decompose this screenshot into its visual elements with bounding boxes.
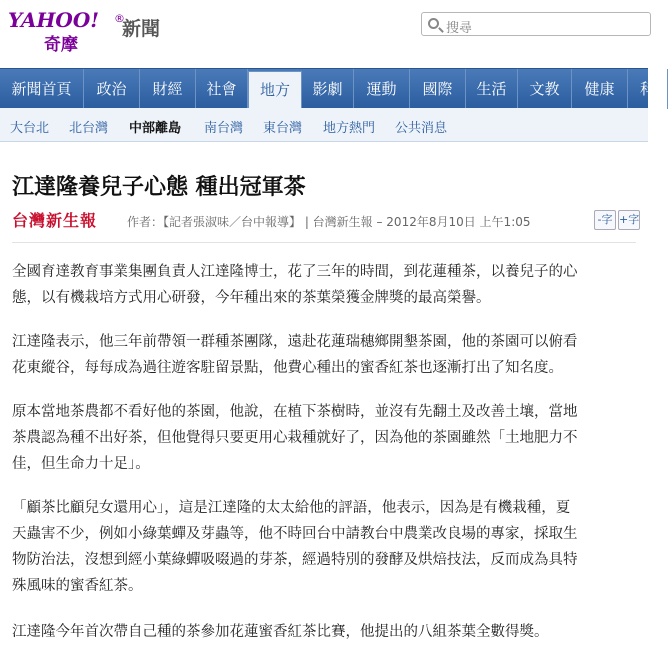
search-icon <box>428 18 439 29</box>
main-nav-item[interactable]: 政治 <box>84 69 140 109</box>
logo-text: YAHOO! <box>8 8 100 32</box>
main-nav-item[interactable]: 影劇 <box>302 69 354 109</box>
sub-nav-item[interactable]: 中部離島 <box>129 121 182 136</box>
font-smaller-button[interactable]: -字 <box>594 210 616 230</box>
site-header <box>0 0 648 64</box>
article-paragraph <box>12 259 636 311</box>
registered-mark: ® <box>114 12 125 25</box>
main-nav-item[interactable]: 生活 <box>466 69 518 109</box>
main-nav-item[interactable]: 國際 <box>410 69 466 109</box>
paragraph-line: 物防治法，沒想到經小葉綠蟬吸啜過的芽茶，經過特別的發酵及烘焙技法，反而成為具特 <box>12 552 578 568</box>
search-input[interactable] <box>421 12 651 36</box>
article-title: 江達隆養兒子心態 種出冠軍茶 <box>12 174 306 200</box>
paragraph-line: 原本當地茶農都不看好他的茶園，他說，在植下茶樹時，並沒有先翻土及改善土壤，當地 <box>12 404 578 420</box>
yahoo-logo[interactable] <box>8 8 128 55</box>
main-nav <box>0 68 655 108</box>
logo-sub-text: 奇摩 <box>44 35 78 55</box>
sub-nav <box>0 108 648 142</box>
sub-nav-item[interactable]: 地方熱門 <box>323 121 376 136</box>
sub-nav-item[interactable]: 公共消息 <box>395 121 448 136</box>
paragraph-line: 佳，但生命力十足」。 <box>12 456 150 472</box>
paragraph-line: 殊風味的蜜香紅茶。 <box>12 578 143 594</box>
sub-nav-item[interactable]: 南台灣 <box>204 121 244 136</box>
paragraph-line: 花東縱谷，每每成為過往遊客駐留景點，他費心種出的蜜香紅茶也逐漸打出了知名度。 <box>12 360 563 376</box>
article-byline: 作者：【記者張淑味／台中報導】 | 台灣新生報 – 2012年8月10日 上午1:05 <box>127 215 531 229</box>
sub-nav-item[interactable]: 大台北 <box>10 121 50 136</box>
paragraph-line: 「顧茶比顧兒女還用心」，這是江達隆的太太給他的評語，他表示，因為是有機栽種，夏 <box>12 500 571 516</box>
divider <box>12 242 636 243</box>
main-nav-item[interactable]: 運動 <box>354 69 410 109</box>
source-logo[interactable]: 台灣新生報 <box>12 211 98 230</box>
main-nav-item[interactable]: 科 <box>628 69 668 109</box>
paragraph-line: 態，以有機栽培方式用心研發，今年種出來的茶葉榮獲金牌獎的最高榮譽。 <box>12 290 491 306</box>
paragraph-line: 全國育達教育事業集團負責人江達隆博士，花了三年的時間，到花蓮種茶，以養兒子的心 <box>12 264 578 280</box>
article-paragraph <box>12 399 636 477</box>
main-nav-item[interactable]: 新聞首頁 <box>0 69 84 109</box>
sub-nav-item[interactable]: 北台灣 <box>69 121 109 136</box>
paragraph-line: 茶農認為種不出好茶，但他覺得只要更用心栽種就好了，因為他的茶園雖然「土地肥力不 <box>12 430 578 446</box>
section-name[interactable]: 新聞 <box>122 18 161 40</box>
paragraph-line: 江達隆表示，他三年前帶領一群種茶團隊，遠赴花蓮瑞穗鄉開墾茶園，他的茶園可以俯看 <box>12 334 578 350</box>
article-paragraph <box>12 619 636 645</box>
main-nav-item[interactable]: 文教 <box>518 69 572 109</box>
main-nav-item[interactable]: 地方 <box>248 71 302 109</box>
main-nav-item[interactable]: 社會 <box>196 69 248 109</box>
article-paragraph <box>12 495 636 599</box>
search-placeholder: 搜尋 <box>446 21 473 36</box>
font-larger-button[interactable]: +字 <box>618 210 640 230</box>
main-nav-item[interactable]: 財經 <box>140 69 196 109</box>
paragraph-line: 天蟲害不少，例如小綠葉蟬及芽蟲等，他不時回台中請教台中農業改良場的專家，採取生 <box>12 526 578 542</box>
article-paragraph <box>12 329 636 381</box>
paragraph-line: 江達隆今年首次帶自己種的茶參加花蓮蜜香紅茶比賽，他提出的八組茶葉全數得獎。 <box>12 624 549 640</box>
sub-nav-item[interactable]: 東台灣 <box>263 121 303 136</box>
main-nav-item[interactable]: 健康 <box>572 69 628 109</box>
